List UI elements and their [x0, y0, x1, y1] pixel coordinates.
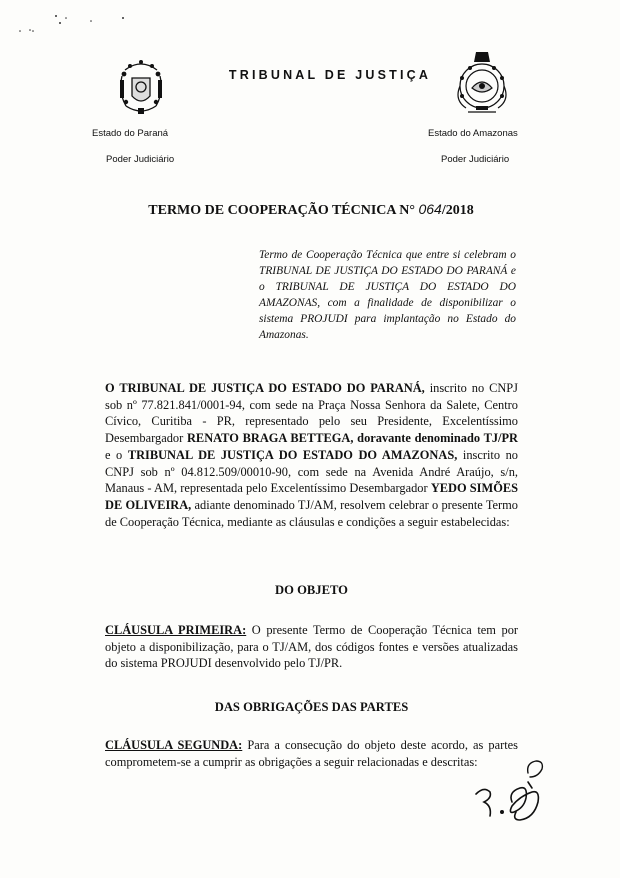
party-1-name: O TRIBUNAL DE JUSTIÇA DO ESTADO DO PARANÁ,	[105, 381, 425, 395]
title-year: /2018	[441, 203, 474, 218]
preamble-text-1: inscrito no CNPJ sob nº 77.821.841/0001-94, com sede na Praça Nossa Senhora da Salete, Centro Cívico, Curitiba - PR, representado pelo seu Presidente, Excelentíssimo Desembargador	[105, 381, 519, 446]
right-state-label: Estado do Amazonas	[428, 128, 518, 139]
preamble-text-4: adiante denominado TJ/AM, resolvem celebrar o presente Termo de Cooperação Técnica, mediante as cláusulas e condições a seguir estabelecidas:	[105, 497, 518, 529]
clause-second-text: Para a consecução do objeto deste acordo, as partes comprometem-se a cumprir as obrigações a seguir relacionadas e descritas:	[105, 738, 518, 769]
preamble-text-3: inscrito no CNPJ sob nº 04.812.509/00010-90, com sede na Avenida André Araújo, s/n, Manaus - AM, representada pelo Excelentíssimo Desembargador	[105, 447, 518, 496]
parana-coat-of-arms-icon	[112, 56, 170, 118]
party-2-name: TRIBUNAL DE JUSTIÇA DO ESTADO DO AMAZONAS,	[127, 447, 458, 462]
party-2-representative: YEDO SIMÕES DE OLIVEIRA,	[105, 481, 518, 512]
object-section-heading: DO OBJETO	[275, 583, 348, 597]
right-branch-label: Poder Judiciário	[441, 154, 510, 165]
title-prefix: TERMO DE COOPERAÇÃO TÉCNICA N°	[148, 203, 415, 218]
preamble-paragraph	[105, 380, 518, 530]
clause-second-label: CLÁUSULA SEGUNDA:	[105, 738, 243, 752]
document-title	[96, 201, 526, 219]
title-number: 064	[418, 201, 442, 217]
obligations-section-heading: DAS OBRIGAÇÕES DAS PARTES	[214, 700, 409, 714]
left-state-label: Estado do Paraná	[92, 128, 169, 139]
clause-first	[105, 622, 518, 672]
clause-first-text: O presente Termo de Cooperação Técnica tem por objeto a disponibilização, para o TJ/AM, dos códigos fontes e versões atualizadas do sistema PROJUDI desenvolvido pelo TJ/PR.	[105, 623, 519, 671]
agreement-summary: Termo de Cooperação Técnica que entre si celebram o TRIBUNAL DE JUSTIÇA DO ESTADO DO PARANÁ e o TRIBUNAL DE JUSTIÇA DO ESTADO DO AMAZONAS, com a finalidade de disponibilizar o sistema PROJUDI para implantação no Estado do Amazonas.	[259, 249, 516, 342]
margin-pen-mark	[524, 755, 548, 781]
court-name: TRIBUNAL DE JUSTIÇA	[228, 68, 432, 82]
clause-second	[105, 737, 518, 770]
clause-first-label: CLÁUSULA PRIMEIRA:	[105, 623, 247, 637]
scan-specks	[0, 0, 140, 40]
preamble-text-2: e o	[105, 447, 128, 462]
left-branch-label: Poder Judiciário	[106, 154, 175, 165]
party-1-representative: RENATO BRAGA BETTEGA, doravante denominado TJ/PR	[186, 431, 518, 446]
amazonas-coat-of-arms-icon	[450, 48, 514, 116]
